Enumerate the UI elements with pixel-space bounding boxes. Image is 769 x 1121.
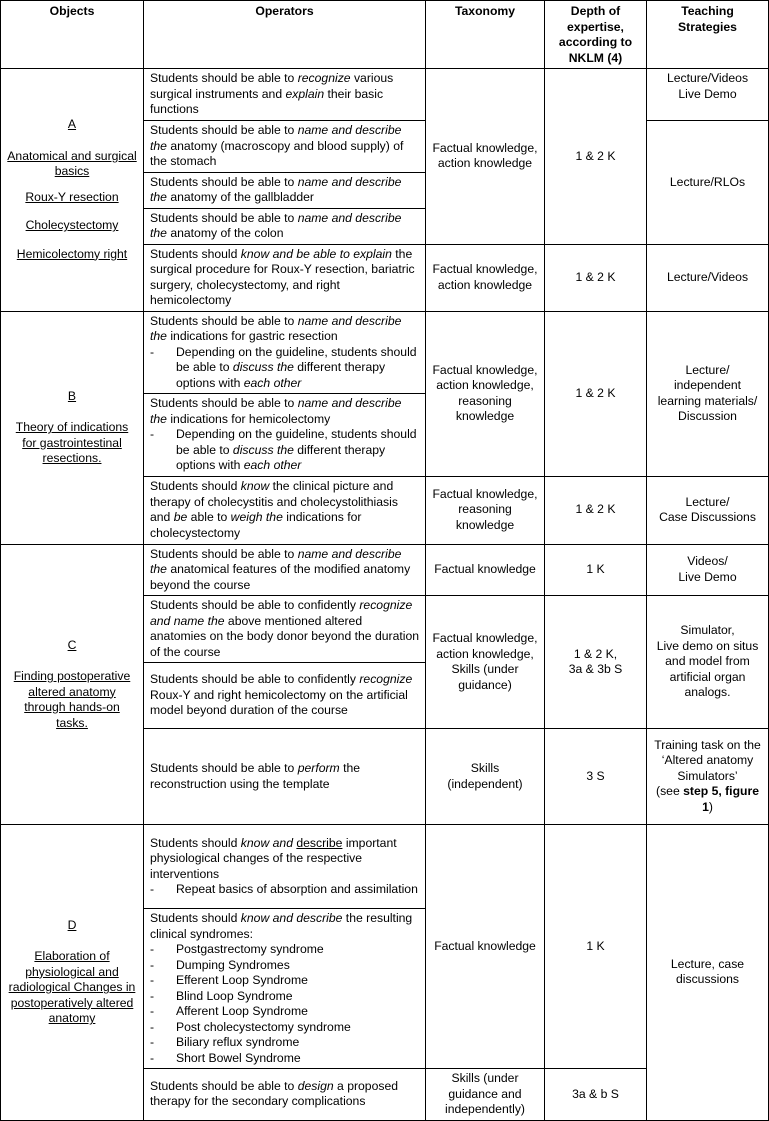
list-item: - Efferent Loop Syndrome: [150, 973, 419, 989]
operator-cell: Students should be able to design a proposed therapy for the secondary complications: [144, 1069, 426, 1121]
operator-cell: Students should be able to name and describe the anatomy of the colon: [144, 208, 426, 244]
taxonomy-cell: Factual knowledge, action knowledge: [426, 244, 545, 311]
object-d: [1, 825, 144, 1121]
teaching-cell: Lecture, case discussions: [647, 825, 769, 1121]
object-title: Cholecystectomy: [25, 218, 119, 233]
list-item: - Depending on the guideline, students should be able to discuss the different therapy options with each other: [150, 427, 419, 474]
depth-cell: 1 K: [545, 825, 647, 1069]
header-taxonomy: Taxonomy: [426, 1, 545, 69]
teaching-cell: Lecture/ independent learning materials/ Discussion: [647, 311, 769, 476]
operator-cell: Students should be able to perform the reconstruction using the template: [144, 729, 426, 825]
operator-cell: Students should know the clinical picture and therapy of cholecystitis and cholecystolithiasis and be able to weigh the indications for cholecystectomy: [144, 476, 426, 544]
depth-cell: 1 & 2 K: [545, 476, 647, 544]
table-row: [1, 544, 769, 596]
teaching-cell: Videos/ Live Demo: [647, 544, 769, 596]
table-row: [1, 69, 769, 121]
object-a: [1, 69, 144, 312]
header-operators: Operators: [144, 1, 426, 69]
list-item: - Blind Loop Syndrome: [150, 989, 419, 1005]
header-row: [1, 1, 769, 69]
operator-cell: Students should be able to name and describe the indications for hemicolectomy - Depending on the guideline, students should be able to discuss the different therapy options with each other: [144, 394, 426, 477]
taxonomy-cell: Factual knowledge, action knowledge: [426, 69, 545, 245]
list-item: - Dumping Syndromes: [150, 958, 419, 974]
depth-cell: 1 K: [545, 544, 647, 596]
list-item: - Repeat basics of absorption and assimilation: [150, 882, 419, 898]
taxonomy-cell: Skills (under guidance and independently): [426, 1069, 545, 1121]
depth-cell: 1 & 2 K: [545, 311, 647, 476]
depth-cell: 3a & b S: [545, 1069, 647, 1121]
bullet-list: [150, 345, 419, 392]
operator-cell: Students should be able to name and describe the anatomical features of the modified anatomy beyond the course: [144, 544, 426, 596]
object-title: Theory of indications for gastrointestinal resections.: [15, 420, 129, 465]
object-title: Hemicolectomy right: [16, 246, 128, 261]
depth-cell: 1 & 2 K: [545, 244, 647, 311]
taxonomy-cell: Skills (independent): [426, 729, 545, 825]
operator-cell: Students should know and describe important physiological changes of the respective interventions - Repeat basics of absorption and assimilation: [144, 825, 426, 909]
operator-cell: Students should know and describe the resulting clinical syndromes: - Postgastrectomy syndrome - Dumping Syndromes - Efferent Loop Syndrome - Blind Loop Syndrome - Afferent Loop Syndrome - Post cholecystectomy syndrome - Biliary reflux syndrome - Short Bowel Syndrome: [144, 909, 426, 1069]
operator-cell: Students should be able to name and describe the anatomy of the gallbladder: [144, 172, 426, 208]
taxonomy-cell: Factual knowledge: [426, 544, 545, 596]
taxonomy-cell: Factual knowledge: [426, 825, 545, 1069]
object-letter: A: [67, 117, 77, 132]
header-depth: Depth of expertise, according to NKLM (4): [545, 1, 647, 69]
bullet-list: [150, 427, 419, 474]
list-item: - Post cholecystectomy syndrome: [150, 1020, 419, 1036]
teaching-cell: Training task on the ‘Altered anatomy Simulators’ (see step 5, figure 1): [647, 729, 769, 825]
header-teaching: Teaching Strategies: [647, 1, 769, 69]
object-letter: B: [67, 388, 77, 403]
teaching-cell: Lecture/ Case Discussions: [647, 476, 769, 544]
teaching-cell: Lecture/Videos Live Demo: [647, 69, 769, 121]
object-letter: D: [67, 917, 77, 932]
table-row: [1, 311, 769, 394]
object-title: Elaboration of physiological and radiological Changes in postoperatively altered anatomy: [8, 949, 136, 1026]
object-letter: C: [67, 637, 77, 652]
depth-cell: 3 S: [545, 729, 647, 825]
list-item: - Postgastrectomy syndrome: [150, 942, 419, 958]
teaching-cell: Simulator, Live demo on situs and model from artificial organ analogs.: [647, 596, 769, 729]
operator-cell: Students should be able to confidently recognize Roux-Y and right hemicolectomy on the artificial model beyond duration of the course: [144, 663, 426, 729]
object-title: Finding postoperative altered anatomy through hands-on tasks.: [13, 669, 131, 730]
operator-cell: Students should be able to confidently recognize and name the above mentioned altered anatomies on the body donor beyond the duration of the course: [144, 596, 426, 663]
teaching-cell: Lecture/Videos: [647, 244, 769, 311]
operator-cell: Students should be able to name and describe the indications for gastric resection - Depending on the guideline, students should be able to discuss the different therapy options with each other: [144, 311, 426, 394]
depth-cell: 1 & 2 K: [545, 69, 647, 245]
list-item: - Biliary reflux syndrome: [150, 1035, 419, 1051]
object-b: [1, 311, 144, 544]
taxonomy-cell: Factual knowledge, action knowledge, reasoning knowledge: [426, 311, 545, 476]
operator-cell: Students should be able to recognize various surgical instruments and explain their basic functions: [144, 69, 426, 121]
list-item: - Afferent Loop Syndrome: [150, 1004, 419, 1020]
bullet-list: [150, 942, 419, 1066]
operator-cell: Students should be able to name and describe the anatomy (macroscopy and blood supply) of the stomach: [144, 121, 426, 173]
teaching-cell: Lecture/RLOs: [647, 121, 769, 245]
list-item: - Depending on the guideline, students should be able to discuss the different therapy options with each other: [150, 345, 419, 392]
list-item: - Short Bowel Syndrome: [150, 1051, 419, 1067]
bullet-list: [150, 882, 419, 898]
object-title: Anatomical and surgical basics: [7, 148, 137, 179]
header-objects: Objects: [1, 1, 144, 69]
taxonomy-cell: Factual knowledge, action knowledge, Skills (under guidance): [426, 596, 545, 729]
operator-cell: Students should know and be able to explain the surgical procedure for Roux-Y resection, bariatric surgery, cholecystectomy, and right hemicolectomy: [144, 244, 426, 311]
depth-cell: 1 & 2 K, 3a & 3b S: [545, 596, 647, 729]
object-c: [1, 544, 144, 825]
object-title: Roux-Y resection: [25, 189, 119, 204]
taxonomy-cell: Factual knowledge, reasoning knowledge: [426, 476, 545, 544]
table-row: [1, 825, 769, 909]
